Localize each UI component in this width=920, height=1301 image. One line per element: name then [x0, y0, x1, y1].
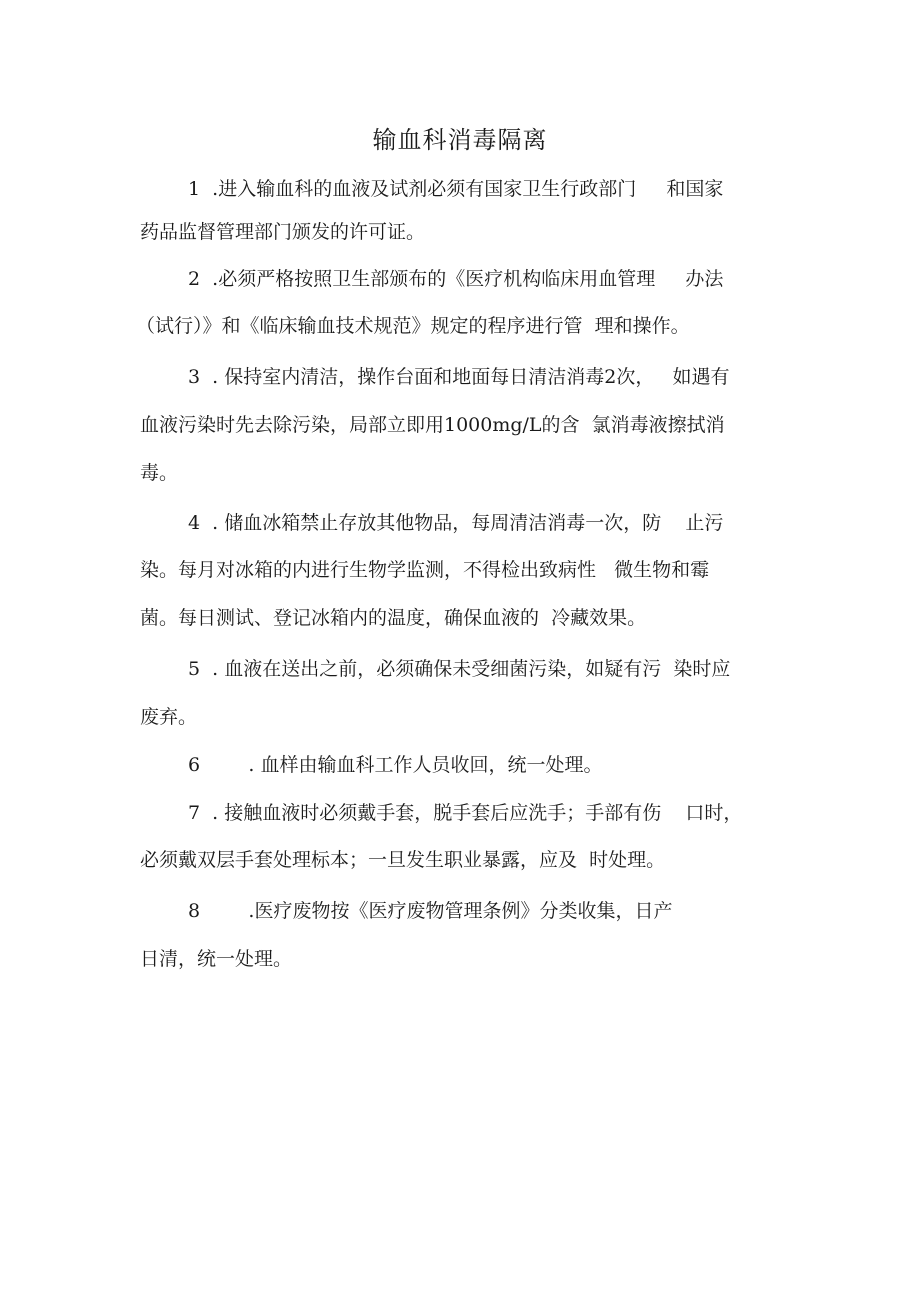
item-6-line-1: 6 . 血样由输血科工作人员收回，统一处理。 [188, 754, 603, 776]
item-3-line-3: 毒。 [140, 462, 179, 484]
item-2-line-1: 2 .必须严格按照卫生部颁布的《医疗机构临床用血管理 办法 [188, 268, 724, 290]
item-4-line-1: 4 . 储血冰箱禁止存放其他物品，每周清洁消毒一次，防 止污 [188, 512, 724, 534]
item-5-line-1: 5 . 血液在送出之前，必须确保未受细菌污染，如疑有污 染时应 [188, 658, 731, 680]
item-8-line-2: 日清，统一处理。 [140, 948, 293, 970]
item-4-line-2: 染。每月对冰箱的内进行生物学监测，不得检出致病性 微生物和霉 [140, 559, 710, 581]
item-3-line-2: 血液污染时先去除污染，局部立即用1000mg/L的含 氯消毒液擦拭消 [140, 414, 725, 436]
item-1-line-2: 药品监督管理部门颁发的许可证。 [140, 221, 426, 243]
item-1-line-1: 1 .进入输血科的血液及试剂必须有国家卫生行政部门 和国家 [188, 178, 724, 200]
item-2-line-2: （试行）》和《临床输血技术规范》规定的程序进行管 理和操作。 [136, 315, 690, 337]
item-7-line-2: 必须戴双层手套处理标本；一旦发生职业暴露，应及 时处理。 [140, 849, 666, 871]
item-4-line-3: 菌。每日测试、登记冰箱内的温度，确保血液的 冷藏效果。 [140, 607, 647, 629]
item-8-line-1: 8 .医疗废物按《医疗废物管理条例》分类收集，日产 [188, 900, 673, 922]
document-title: 输血科消毒隔离 [372, 126, 548, 154]
item-3-line-1: 3 . 保持室内清洁，操作台面和地面每日清洁消毒2次， 如遇有 [188, 366, 730, 388]
item-7-line-1: 7 . 接触血液时必须戴手套，脱手套后应洗手；手部有伤 口时， [188, 802, 743, 824]
item-5-line-2: 废弃。 [140, 706, 198, 728]
